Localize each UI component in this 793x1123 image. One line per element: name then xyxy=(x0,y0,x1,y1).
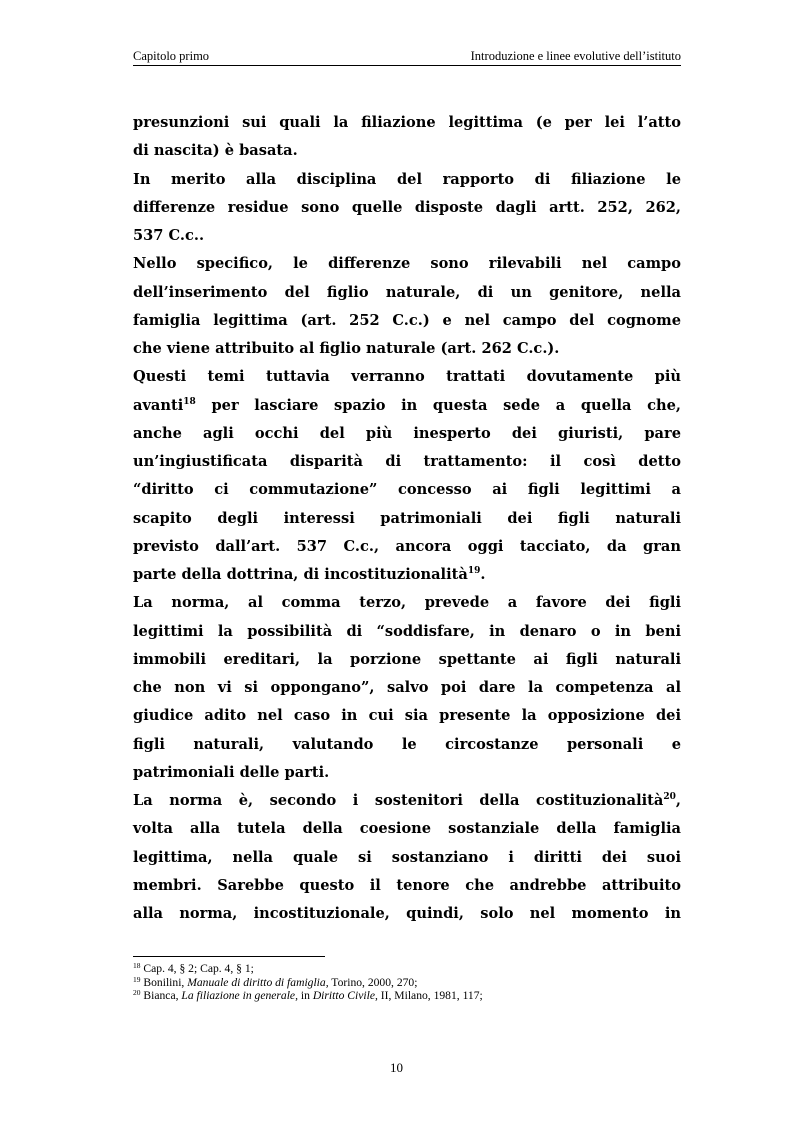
footnote-details: II, Milano, 1981, 117; xyxy=(377,989,483,1002)
footnote-connector: in xyxy=(297,989,313,1002)
footnote-18 xyxy=(133,962,483,976)
text-line: Nello specifico, le differenze sono rilevabili nel campo xyxy=(133,255,681,273)
footnote-number: 19 xyxy=(133,974,141,984)
text-line: anche agli occhi del più inesperto dei giuristi, pare xyxy=(133,424,681,442)
footnote-text: Cap. 4, § 2; Cap. 4, § 1; xyxy=(143,962,254,975)
footnote-ref: 18 xyxy=(183,396,196,407)
text-fragment: avanti xyxy=(133,396,184,414)
text-line: che non vi si oppongano”, salvo poi dare la competenza al xyxy=(133,679,681,696)
footnote-19 xyxy=(133,976,483,990)
text-line: 537 C.c.. xyxy=(133,227,205,244)
text-fragment: . xyxy=(480,566,486,583)
text-line: famiglia legittima (art. 252 C.c.) e nel campo del cognome xyxy=(133,311,681,329)
text-line: La norma, al comma terzo, prevede a favore dei figli xyxy=(133,594,681,612)
text-line: dell’inserimento del figlio naturale, di un genitore, nella xyxy=(133,283,681,301)
chapter-label: Capitolo primo xyxy=(133,49,210,63)
footnote-title: Manuale di diritto di famiglia, xyxy=(187,975,329,989)
footnote-author: Bianca, xyxy=(143,989,182,1002)
footnote-ref: 20 xyxy=(663,792,676,802)
footnote-separator xyxy=(133,956,325,957)
text-line: In merito alla disciplina del rapporto di filiazione le xyxy=(133,170,681,188)
text-line: membri. Sarebbe questo il tenore che andrebbe attribuito xyxy=(133,876,681,894)
text-line: immobili ereditari, la porzione spettante ai figli naturali xyxy=(133,650,681,668)
footnote-number: 20 xyxy=(133,988,141,997)
text-line: patrimoniali delle parti. xyxy=(133,763,330,781)
text-line: scapito degli interessi patrimoniali dei figli naturali xyxy=(133,509,681,527)
text-line xyxy=(133,392,681,420)
text-fragment: parte della dottrina, di incostituzionalità xyxy=(133,566,468,583)
text-fragment: per lasciare spazio in questa sede a quella che, xyxy=(195,396,681,414)
page-header xyxy=(133,49,681,66)
footnote-ref: 19 xyxy=(467,566,481,576)
text-line: giudice adito nel caso in cui sia presente la opposizione dei xyxy=(133,707,681,725)
footnote-title: La filiazione in generale, xyxy=(181,989,298,1002)
footnote-journal: Diritto Civile, xyxy=(312,989,378,1002)
text-line xyxy=(133,561,681,589)
text-line: volta alla tutela della coesione sostanziale della famiglia xyxy=(133,820,681,838)
footnote-20 xyxy=(133,989,483,1003)
text-line xyxy=(133,787,681,815)
text-fragment: , xyxy=(675,792,681,809)
text-line: che viene attribuito al figlio naturale (art. 262 C.c.). xyxy=(133,340,560,357)
footnotes xyxy=(133,962,483,1003)
text-line: di nascita) è basata. xyxy=(133,142,298,160)
footnote-author: Bonilini, xyxy=(143,975,188,989)
text-line: previsto dall’art. 537 C.c., ancora oggi tacciato, da gran xyxy=(133,537,681,555)
page-number: 10 xyxy=(390,1060,403,1075)
text-line: alla norma, incostituzionale, quindi, solo nel momento in xyxy=(133,905,681,922)
text-line: legittimi la possibilità di “soddisfare, in denaro o in beni xyxy=(133,622,681,640)
text-line: presunzioni sui quali la filiazione legittima (e per lei l’atto xyxy=(133,114,681,131)
section-title: Introduzione e linee evolutive dell’istituto xyxy=(470,49,681,63)
text-line: figli naturali, valutando le circostanze personali e xyxy=(133,735,681,753)
footnote-number: 18 xyxy=(133,961,141,970)
footnote-details: Torino, 2000, 270; xyxy=(328,975,418,989)
text-fragment: La norma è, secondo i sostenitori della costituzionalità xyxy=(133,792,664,809)
text-line: differenze residue sono quelle disposte dagli artt. 252, 262, xyxy=(133,198,681,216)
body-text xyxy=(133,109,681,928)
text-line: un’ingiustificata disparità di trattamento: il così detto xyxy=(133,453,681,470)
text-line: Questi temi tuttavia verranno trattati dovutamente più xyxy=(133,368,681,386)
text-line: “diritto ci commutazione” concesso ai figli legittimi a xyxy=(133,481,681,499)
text-line: legittima, nella quale si sostanziano i diritti dei suoi xyxy=(133,848,681,866)
